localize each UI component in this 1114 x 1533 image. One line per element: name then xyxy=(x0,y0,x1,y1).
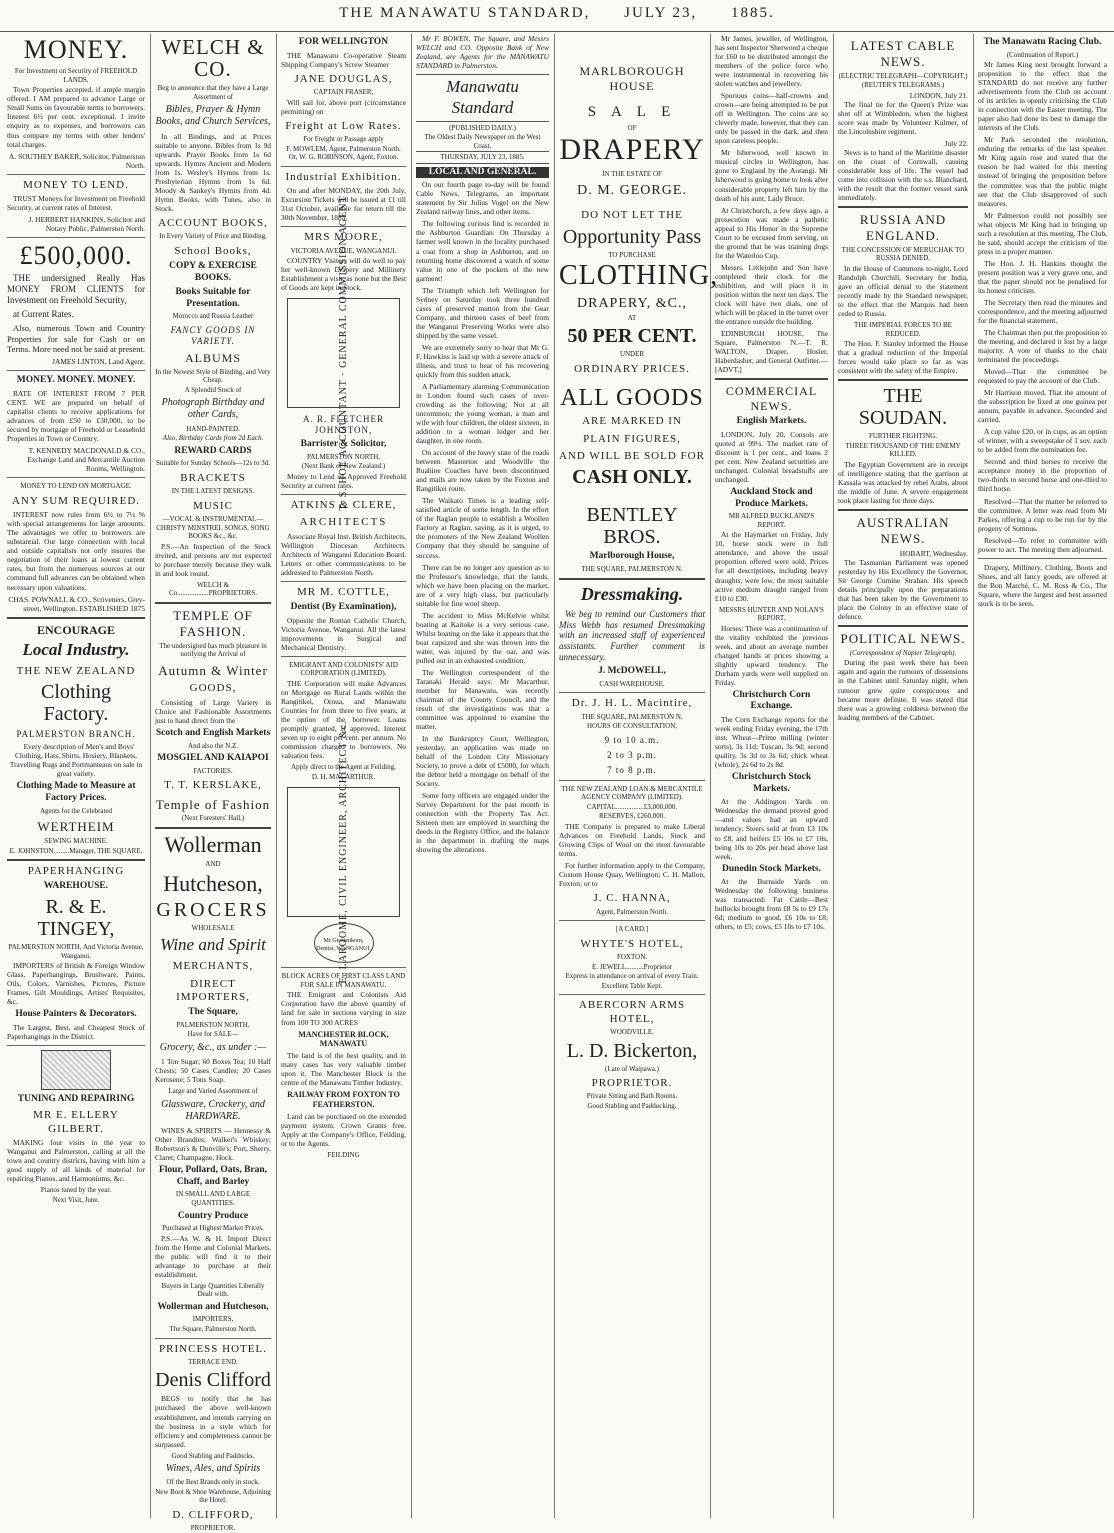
stabling-text: Good Stabling and Paddocks. xyxy=(171,1451,255,1460)
blocks-heading: BLOCK ACRES OF FIRST CLASS LAND FOR SALE IN MANAWATU. xyxy=(281,972,406,989)
reserves-text: RESERVES, £260,000. xyxy=(599,812,665,821)
published-text: (PUBLISHED DAILY.) xyxy=(449,123,516,132)
auckland-text: At the Haymarket on Friday, July 10, horse stock were in full attendance, and above the usual proportion offered were sold. Prices for all descriptions, including heavy draughts, were low, the most suitable active medium draught ranged from £10 to £30. xyxy=(715,530,828,603)
fighting-text: FURTHER FIGHTING. xyxy=(868,432,938,441)
news-c6-p3: Mr Isherwood, well known in musical circles in Wellington, has gone to England by the Aorangi. Mr Isherwood is going home to look after considerable property left him by the death of his aunt, Lady Bruce. xyxy=(715,148,828,203)
grocery-heading: Grocery, &c., as under :— xyxy=(159,1042,267,1054)
current-rates: at Current Rates. xyxy=(13,309,74,320)
hoe-text: T. S. HOE ACCOUNTANT · GENERAL COMMISSION AGENT xyxy=(337,195,349,511)
emigrant-heading: EMIGRANT AND COLONISTS' AID CORPORATION (LIMITED). xyxy=(289,660,398,678)
kerslake-heading: T. T. KERSLAKE, xyxy=(164,779,262,792)
news-p2: The following curious find is recorded in the Ashburton Guardian: On Thursday a farmer well known in the locality purchased a coat from a shop in Ashburton, and on returning home discovered a watch of some value in one of the pockets of the new garment! xyxy=(416,219,549,283)
ordinary-heading: ORDINARY PRICES. xyxy=(574,362,690,375)
painters-heading: House Painters & Decorators. xyxy=(15,1009,137,1020)
racing-p11: Resolved—That the matter be referred to the committee. A letter was read from Mr Parkes, offering a cup to be run for by the progeny of Somnus. xyxy=(978,496,1107,533)
oldest-text: The Oldest Daily Newspaper on the West Coast. xyxy=(424,133,541,150)
billiard-text: New Boot & Shoe Warehouse, Adjoining the Hotel. xyxy=(155,1487,271,1505)
atkins-text: Associate Royal Inst. British Architects, Wellington Diocesan Architects. Architects of Wanganui Education Board. Letters or other communications to be addressed to Palmerston North. xyxy=(281,531,406,577)
branch-heading: PALMERSTON BRANCH. xyxy=(16,729,136,740)
loan-info: For further information apply to the Company, Custom House Quay, Wellington; C. H. Mallon, Foxton; or to xyxy=(559,861,705,889)
railway-text: Land can be purchased on the extended payment system. Crown Grants free. Apply at the Company's Office, Feilding, or to the Agents. xyxy=(281,1111,406,1148)
mortgage-heading: MONEY TO LEND ON MORTGAGE. xyxy=(20,482,132,491)
jewell-text: E. JEWELL..........Proprietor xyxy=(591,962,673,971)
ch-stock-text: At the Addington Yards on Wednesday the demand proved good—and values had an upward tendency. Steers sold at from £3 10s to £8, and heifers £5 10s to £7 10s, being 10s to 20s per head above last week. xyxy=(715,797,828,861)
freight-heading: Freight at Low Rates. xyxy=(285,119,402,132)
apply-text: Apply direct to the Agent at Feilding, xyxy=(291,763,396,772)
painters-text: The Largest, Best, and Cheapest Stock of Paperhangings in the District. xyxy=(7,1022,145,1041)
welch-proprietors: WELCH & Co..................PROPRIETORS. xyxy=(169,580,257,598)
dressmaking-heading: Dressmaking. xyxy=(580,583,684,604)
column-5 xyxy=(554,34,719,1518)
column-1 xyxy=(2,34,150,1518)
glassware-heading: Glassware, Crockery, and HARDWARE. xyxy=(161,1098,265,1123)
soudan-heading: THE SOUDAN. xyxy=(858,385,948,430)
welch-ps: P.S.—An Inspection of the Stock invited, and persons are not expected to purchase merely because they walk in and look round. xyxy=(155,541,271,578)
wh-ps: P.S.—As W. & H. Import Direct from the Home and Colonial Markets, the public will find it to their advantage to purchase at their establishment. xyxy=(155,1233,271,1279)
hunter-text: Horses: There was a continuation of the vitality exhibited the previous week, and about an average number changed hands at prices showing a slightly upward tendency. The Durham yards were well supplied on Friday. xyxy=(715,623,828,687)
morocco-text: Morocco and Russia Leather xyxy=(172,312,254,321)
news-c6-p2: Spurious coins—half-crowns and crown—are being attempted to be put off in Wellington. The coins are so cleverly made, however, that they can only be passed in the dark, and then upon careless people. xyxy=(715,91,828,146)
marked-heading: ARE MARKED IN xyxy=(582,415,682,428)
racing-p4: The Hon. J. H. Hankins thought the present position was a very grave one, and that the paper should not be penalised for its honest criticism. xyxy=(978,258,1107,295)
whyte-heading: WHYTE'S HOTEL, xyxy=(580,937,684,950)
imperial-heading: THE IMPERIAL FORCES TO BE REDUCED. xyxy=(854,321,952,338)
marlborough-heading: MARLBOROUGH HOUSE xyxy=(579,64,685,93)
fletcher-heading: A. R. FLETCHER JOHNSTON, xyxy=(302,414,384,436)
exhibition-text: On and after MONDAY, the 20th July, Excursion Tickets will be issued at £1 till 31st October, available for return till the 30th November, 1885. xyxy=(281,186,406,223)
any-sum-heading: ANY SUM REQUIRED. xyxy=(11,494,141,507)
money-sub: For Investment on Security of FREEHOLD LANDS. xyxy=(14,67,138,84)
barrister-heading: Barrister & Solicitor, xyxy=(300,439,387,450)
linton-signature: JAMES LINTON, Land Agent. xyxy=(52,357,145,367)
brackets-heading: BRACKETS xyxy=(180,471,246,484)
cash-warehouse-text: CASH WAREHOUSE. xyxy=(599,679,665,688)
cottle-text: Opposite the Roman Catholic Church, Victoria Avenue, Wanganui. All the latest improvements in Surgical and Mechanical Dentistry. xyxy=(281,615,406,652)
exhibition-heading: Industrial Exhibition. xyxy=(285,170,402,183)
killed-text: THREE THOUSAND OF THE ENEMY KILLED. xyxy=(845,441,961,459)
dont-heading: DO NOT LET THE xyxy=(581,209,683,222)
drapery-heading: DRAPERY xyxy=(559,133,705,167)
bibles-heading: Bibles, Prayer & Hymn Books, and Church Services, xyxy=(155,104,271,128)
warehouse-heading: WAREHOUSE. xyxy=(43,881,109,892)
brands-text: Of the Best Brands only in stock. xyxy=(166,1478,260,1487)
racing-p13: Drapery, Millinery, Clothing, Boots and Shoes, and all fancy goods, are offered at the Bon Marché, C. M. Ross & Co., The Square, where the largest and best assorted stock is to be seen. xyxy=(978,562,1107,608)
copy-heading: COPY & EXERCISE BOOKS. xyxy=(169,261,257,283)
news-p7: The Waikato Times is a leading self-satisfied article of some length. In the effort of the Raglan people to establish a Woollen Factory at Raglan, saying, as it is urged, to the promoters of the New Zealand Woollen Company that they should be sanguine of success. xyxy=(416,496,549,560)
proprietor-text: PROPRIETOR. xyxy=(190,1524,236,1533)
and-text: AND xyxy=(205,860,221,869)
hobart-date: HOBART, Wednesday. xyxy=(899,548,968,558)
for-wellington-heading: FOR WELLINGTON xyxy=(298,37,389,47)
private-text: Private Sitting and Bath Rooms. xyxy=(586,1092,678,1101)
racing-p6: The Chairman then put the proposition to the meeting, and declared it lost by a large majority. A vote of thanks to the chair terminated the proceedings. xyxy=(978,327,1107,365)
tingey-sub: PALMERSTON NORTH, And Victoria Avenue, Wanganui. xyxy=(8,943,144,960)
bowen-notice: Mr F. BOWEN, The Square, and Messrs WELCH and CO. Opposite Bank of New Zealand, are Agents for the MANAWATU STANDARD in Palmerston. xyxy=(416,34,549,71)
waipawa-text: (Late of Waipawa.) xyxy=(605,1064,659,1073)
visitors-text: COUNTRY Visitors will do well to pay her well-known Drapery and Millinery Establishment a visit, as none but the Best of Goods are kept in Stock. xyxy=(281,256,406,293)
albums-text: In the Newest Style of Binding, and Very Cheap. xyxy=(155,367,271,385)
racing-p1: Mr James King next brought forward a proposition to the effect that the STANDARD do not receive any further advertisements from the Club on account of its articles in openly criticising the Club in connection with the Easter meeting. The paper also had done its best to damage the interests of the Club. xyxy=(978,60,1107,133)
music-heading: MUSIC xyxy=(193,499,233,512)
atkins-heading: ATKINS & CLERE, xyxy=(290,498,397,511)
local-general-heading: LOCAL AND GENERAL. xyxy=(416,167,549,179)
column-7 xyxy=(833,34,973,1518)
express-text: Express in attendance on arrival of every Train. xyxy=(565,972,699,981)
encourage-heading: ENCOURAGE xyxy=(36,622,115,637)
racing-p3: Mr Palmerson could not possibly see what objects Mr King had in bringing up such a resolution at this meeting. The Club, he said, should accept the criticism of the press in a proper manner. xyxy=(978,210,1107,256)
grocers-heading: GROCERS xyxy=(156,898,270,921)
fancy-heading: FANCY GOODS IN VARIETY. xyxy=(170,325,256,346)
political-heading: POLITICAL NEWS. xyxy=(840,631,966,647)
wollerman-heading: Wollerman xyxy=(164,831,262,857)
mcdowell-heading: J. McDOWELL, xyxy=(598,666,666,677)
factories-text: FACTORIES. xyxy=(193,766,233,775)
dentist-stamp: Mr Gerstenkorn, Dentist, WANGANUI. xyxy=(314,923,374,963)
cable-heading: LATEST CABLE NEWS. xyxy=(850,38,956,69)
news-p10: The Wellington correspondent of the Taranaki Herald says: Mr Macarthur, member for Manawatu, was recently chairman of the County Council, and the result of the investigations was that a committee was appointed to examine the matter. xyxy=(416,667,549,732)
hours-2: 2 to 3 p.m. xyxy=(607,749,657,760)
imperial-text: The Hon. F. Stanley informed the House that a gradual reduction of the Imperial forces would take place so far as was consistent with the safety of the Empire. xyxy=(838,339,968,376)
square-heading: The Square, xyxy=(188,1007,238,1018)
estate-text: IN THE ESTATE OF xyxy=(602,169,662,178)
captain-text: CAPTAIN FRASER, xyxy=(313,88,374,97)
merchants-heading: MERCHANTS, xyxy=(172,960,254,973)
hanna-heading: J. C. HANNA, xyxy=(593,892,671,905)
mosgiel-heading: MOSGIEL AND KAIAPOI xyxy=(157,753,269,764)
fifty-heading: 50 PER CENT. xyxy=(567,325,697,348)
purchase-text: TO PURCHASE xyxy=(608,250,656,259)
albums-heading: ALBUMS xyxy=(184,350,241,365)
importers-text: IMPORTERS, xyxy=(192,1315,234,1324)
buyers-text: Buyers in Large Quantities Liberally Dealt with. xyxy=(161,1281,265,1299)
column-2 xyxy=(150,34,276,1533)
clifford-heading: D. CLIFFORD, xyxy=(172,1508,254,1521)
masthead-title: THE MANAWATU STANDARD, xyxy=(339,5,591,21)
loan-heading: THE NEW ZEALAND LOAN & MERCANTILE AGENCY COMPANY (LIMITED). xyxy=(561,784,703,802)
lend-text: TRUST Moneys for Investment on Freehold Security, at current rates of Interest. xyxy=(7,194,145,213)
wines2-heading: Wines, Ales, and Spirits xyxy=(165,1463,261,1475)
hanna-sub: Agent, Palmerston North. xyxy=(596,907,668,916)
tingey-text: IMPORTERS of British & Foreign Window Glass, Paperhangings, Brushware, Paints, Oils, Colors, Varnishes, Pictures, Picture Frames, Gilt Mouldings, Artists' Requisites, &c. xyxy=(7,961,145,1007)
bank-text: (Next Bank of New Zealand.) xyxy=(301,462,386,471)
paperhanging-heading: PAPERHANGING xyxy=(27,865,125,878)
goods-text: Consisting of Large Variety in Choice and Fashionable Assortments just to hand direct from the xyxy=(155,697,271,725)
hours-text: HOURS OF CONSULTATION, xyxy=(587,722,677,731)
money-lend-text: Money to Lend on Approved Freehold Security at current rates. xyxy=(281,471,406,490)
news-p3: The Triumph which left Wellington for Sydney on Saturday took three hundred cases of preserved mutton from the Gear Company, and thirteen cases of beef from the Wanganui Preserving Works were also shipped by the same vessel. xyxy=(416,285,549,340)
electric-text: (ELECTRIC TELEGRAPH—COPYRIGHT.) xyxy=(838,71,968,80)
sewing-heading: SEWING MACHINE. xyxy=(44,837,108,845)
news-p4: We are extremely sorry to hear that Mr G. F. Hawkins is laid up with a severe attack of illness, and trust to hear of his recovering quickly from this sudden attack. xyxy=(416,342,549,379)
foresters-text: (Next Foresters' Hall.) xyxy=(181,814,245,823)
welch-text: In all Bindings, and at Prices suitable to anyone. Bibles from 1s 9d upwards. Prayer Books from 1s 6d upwards. Hymns Ancient and Modern from 1s. Wesley's Hymns from 1s. Presbyterian Hymns from 1s 6d. Moody & Sankey's Hymns from 4d. Hymn Books, with Tunes, also in Stock. xyxy=(155,131,271,213)
news-p9: The accident to Miss McKelvie whilst boating at Kaitoke is a very serious case. Whilst boating on the lake it appears that the boat capsized and she was thrown into the water, was injured by the oar, and was pulled out in an exhausted condition. xyxy=(416,610,549,665)
wine-heading: Wine and Spirit xyxy=(160,935,266,955)
properties-text: Also, numerous Town and Country Properties for sale for Cash or on Terms. More need not be said at present. xyxy=(7,323,145,355)
ship-text: THE Manawatu Co-operative Steam Shipping Company's Screw Steamer xyxy=(281,50,406,69)
opportunity-heading: Opportunity Pass xyxy=(562,225,702,248)
political-text: During the past week there has been again and again the rumours of dissensions in the Cabinet until Saturday night, when rumour grew quite conspicuous and became more definite. It was stated that there was a growing coldness between the leading members of the Cabinet. xyxy=(838,658,968,722)
news-p11: In the Bankruptcy Court, Wellington, yesterday, an application was made on behalf of the London City Missionary Society, to prove a debt of £5000, for which the debtor held a mortgage on behalf of the Society. xyxy=(416,734,549,789)
reward-heading: REWARD CARDS xyxy=(174,445,252,456)
money-text: Town Properties accepted, if ample margin offered. I AM prepared to advance Large or Small Sums on favourable terms to borrowers. Interest 6½ per cent. exceptional. I invite enquiry as to expenses, and borrowers can thus compare my terms with other lenders' total charges. xyxy=(7,85,145,149)
gilbert-text: MAKING four visits in the year to Wanganui and Palmerston, calling at all the town and country districts, having with him a good supply of all kinds of material for repairing Pianos, and Harmoniums, &c. xyxy=(7,1138,145,1184)
merv-heading: THE CONCESSION OF MERUCHAK TO RUSSIA DENIED. xyxy=(841,245,965,263)
australian-heading: AUSTRALIAN NEWS. xyxy=(856,515,950,546)
good-text: Good Stabling and Paddocking. xyxy=(587,1102,677,1111)
cable2-text: News is to hand of the Maritime disaster on the coast of Cornwall, causing considerable loss of life. The vessel had come into collision with the s.s. Blanchard, with the result that the former vessel sank immediately. xyxy=(838,147,968,203)
dressmaking-text: We beg to remind our Customers that Miss Webb has resumed Dressmaking with an increased staff of experienced assistants. Further comment is unnecessary. xyxy=(559,608,705,663)
pownall-signature: CHAS. POWNALL & CO., Scriveners, Grey-street, Wellington. ESTABLISHED 1875 xyxy=(8,594,145,613)
wertheim-heading: WERTHEIM xyxy=(37,819,115,835)
racing-p9: A cup value £20, or in cups, as an option of winner, with a sweepstake of 1 sov. each to be added from the nomination fee. xyxy=(978,427,1107,455)
card-text: [A CARD.] xyxy=(615,925,649,934)
victoria-text: VICTORIA AVENUE, WANGANUI. xyxy=(290,246,397,255)
cash-heading: CASH ONLY. xyxy=(572,466,692,489)
table-text: Excellent Table Kept. xyxy=(601,981,663,990)
wh-address: The Square, Palmerston North. xyxy=(169,1324,257,1333)
hours-3: 7 to 8 p.m. xyxy=(607,764,657,775)
hunter-heading: MESSRS HUNTER AND NOLAN'S REPORT. xyxy=(719,605,824,623)
mmm-heading: MONEY. MONEY. MONEY. xyxy=(16,375,136,386)
cottle-heading: MR M. COTTLE, xyxy=(296,585,391,598)
racing-p8: Mr Harrison moved, That the amount of the subscription be fixed at one guinea per annum, payable in advance. Seconded and carried. xyxy=(978,388,1107,425)
tuning-heading: TUNING AND REPAIRING xyxy=(17,1093,135,1104)
dunedin-text: At the Burnside Yards on Wednesday the following business was transacted: Fat Cattle—Best bullocks brought from £8 5s to £9 17s 6d; medium to good, £6 10s to £8; others, to £5; cows, £5 10s to £7 10s. xyxy=(715,877,828,932)
continuation-text: (Continuation of Report.) xyxy=(1006,50,1079,59)
masthead-year: 1885. xyxy=(731,5,775,21)
photo-heading: Photograph Birthday and other Cards, xyxy=(161,397,265,421)
sale-text: Have for SALE— xyxy=(187,1030,239,1039)
standard-logo: Manawatu Standard xyxy=(416,74,549,121)
sale-heading: S A L E xyxy=(587,104,677,121)
drapery2-heading: DRAPERY, &C., xyxy=(577,295,687,311)
branch-text: Every description of Men's and Boys' Clothing, Hats, Shirts, Hosiery, Blankets, Travelling Rugs and Portmanteaus on sale in great variety. xyxy=(9,742,143,779)
mmm-signature: T. KENNEDY MACDONALD & CO., Exchange Land and Mercantile Auction Rooms, Wellington. xyxy=(27,446,145,474)
dunedin-heading: Dunedin Stock Markets. xyxy=(722,863,821,874)
news-p8: There can be no longer any question as to the Professor's knowledge, that the lands, which we have been placing on the market, are of a very high class, but particularly suitable for fine wool sheep. xyxy=(416,562,549,608)
abercorn-heading: ABERCORN ARMS HOTEL, xyxy=(578,999,686,1025)
laroome-text: E. LAROOME, CIVIL ENGINEER, ARCHITECT &c. xyxy=(337,720,349,984)
news-p6: On account of the heavy state of the roads between Masterton and Woodville the Ruahine Coaches have been discontinued and mails are now taken by the Foxton and Rangitikei route. xyxy=(416,448,549,494)
flour-heading: Flour, Pollard, Oats, Bran, Chaff, and Barley xyxy=(158,1165,268,1187)
jane-heading: JANE DOUGLAS, xyxy=(294,72,393,85)
news-c6-p5: Messrs. Littlejohn and Son have completed their clock for the exhibition, and will place it in position within the next ten days. The clock will have two dials, one of which will be placed in the turret over the entrance outside the building. xyxy=(715,262,828,326)
welch-heading: WELCH & CO. xyxy=(161,35,265,82)
racing-p5: The Secretary then read the minutes and correspondence, and the meeting adjourned for the financial statement. xyxy=(978,297,1107,325)
doctor-address: THE SQUARE, PALMERSTON N. xyxy=(581,712,683,721)
square-text: THE SQUARE, PALMERSTON N. xyxy=(581,565,683,574)
freight-text: For Freight or Passage apply xyxy=(303,135,384,144)
masthead xyxy=(0,4,1114,32)
russia-heading: RUSSIA AND ENGLAND. xyxy=(859,212,947,244)
column-6 xyxy=(710,34,833,1518)
reward-text: Suitable for Sunday Schools—12s to 3d. xyxy=(156,459,270,468)
presentation-heading: Books Suitable for Presentation. xyxy=(175,287,251,309)
splendid-text: A Splendid Stock of xyxy=(184,385,242,394)
reuters-text: (REUTER'S TELEGRAMS.) xyxy=(861,81,945,90)
clothing-heading: CLOTHING, xyxy=(559,260,719,292)
bickerton-heading: L. D. Bickerton, xyxy=(566,1039,698,1062)
next-visit-text: Next Visit, June. xyxy=(52,1195,100,1204)
wines-text: WINES & SPIRITS — Hennessy & Other Brandies; Walker's Whiskey; Robertson's & Dunville's; Port, Sherry, Claret; Champagne, Hock. xyxy=(155,1126,271,1163)
agents-text: Agents for the Celebrated xyxy=(39,806,113,815)
mowlem-text: F. MOWLEM, Agent, Palmerston North. Or, W. G. ROBINSON, Agent, Foxton. xyxy=(286,144,401,162)
agent-text: D. H. MACARTHUR. xyxy=(311,772,376,781)
gilbert-heading: MR E. ELLERY GILBERT. xyxy=(33,1109,119,1135)
all-goods-heading: ALL GOODS xyxy=(560,385,704,412)
under-text: UNDER xyxy=(619,350,645,359)
local-industry-heading: Local Industry. xyxy=(22,640,130,660)
christchurch-heading: Christchurch Corn Exchange. xyxy=(732,689,811,712)
sold-heading: AND WILL BE SOLD FOR xyxy=(559,450,705,463)
loan-text: THE Company is prepared to make Liberal Advances on Freehold Lands, Stock and Growing Clips of Wool on the most favourable terms. xyxy=(559,821,705,859)
denis-heading: Denis Clifford xyxy=(155,1369,271,1392)
denis-text: BEGS to notify that he has purchased the above well-known establishment, and intends carrying on the business in a style which for efficiency and completeness cannot be surpassed. xyxy=(155,1394,271,1449)
piano-illustration xyxy=(41,1050,111,1090)
produce-sub: Purchased at Highest Market Prices. xyxy=(162,1224,264,1233)
masthead-date: JULY 23, xyxy=(624,5,698,21)
column-8 xyxy=(973,34,1112,1518)
capital-text: CAPITAL................£3,000,000. xyxy=(586,802,678,811)
brackets-text: IN THE LATEST DESIGNS. xyxy=(171,487,255,496)
of-text: OF xyxy=(627,123,637,132)
tingey-heading: R. & E. TINGEY, xyxy=(37,896,115,941)
column-4 xyxy=(411,34,554,1518)
hand-painted-text: HAND-PAINTED. xyxy=(186,424,240,433)
buckland-heading: MR ALFRED BUCKLAND'S REPORT. xyxy=(728,512,815,529)
bentley-heading: BENTLEY BROS. xyxy=(586,504,678,549)
nz-heading: THE NEW ZEALAND xyxy=(16,664,136,677)
clients-text: THE undersigned Really Has MONEY FROM CLIENTS for Investment on Freehold Security, xyxy=(7,273,145,306)
racing-heading: The Manawatu Racing Club. xyxy=(983,37,1102,47)
music-text: —VOCAL & INSTRUMENTAL— CHRISTY MINSTREL SONGS, SONG BOOKS &c., &c. xyxy=(156,515,270,541)
temple2-heading: Temple of Fashion xyxy=(155,796,271,812)
account-text: In Every Variety of Price and Binding. xyxy=(159,232,267,241)
at-text: AT xyxy=(627,313,637,322)
dentist-heading: Dentist (By Examination), xyxy=(290,602,397,613)
english-text: LONDON, July 20. Consols are quoted at 99¼. The market rate of discount is 1 per cent., and loans 2 per cent. New Zealand securities are unchanged. Colonial breadstuffs are unchanged. xyxy=(715,429,828,485)
terrace-text: TERRACE END. xyxy=(188,1357,238,1366)
wholesale-text: WHOLESALE xyxy=(191,923,235,932)
birthday-text: Also, Birthday Cards from 2d Each. xyxy=(162,434,264,443)
clothing-made-heading: Clothing Made to Measure at Factory Prices. xyxy=(16,781,136,804)
london-date: LONDON, July 21. xyxy=(909,90,968,100)
news-c6-p4: At Christchurch, a few days ago, a prosecution was made a pathetic appeal to His Honor in the Supreme Court to be excused from serving, on the ground that he was training dogs for the Waterloo Cup. xyxy=(715,205,828,260)
foxton-text: FOXTON. xyxy=(616,953,647,962)
racing-p10: Second and third horses to receive the acceptance money in the proportion of two-thirds to second horse and one-third to third horse. xyxy=(978,457,1107,494)
news-p1: On our fourth page to-day will be found Cable News, Telegrams, an important statement by Sir Julius Vogel on the New Zealand railway lines, and other items. xyxy=(416,180,549,217)
manchester-heading: MANCHESTER BLOCK, MANAWATU xyxy=(298,1029,389,1049)
george-heading: D. M. GEORGE. xyxy=(577,183,687,199)
july22-date: July 22. xyxy=(944,138,968,148)
cable-text: The final tie for the Queen's Prize was shot off at Wimbledon, when the highest score was made by Volunteer Kulmer, of the Lincolnshire regiment. xyxy=(838,99,968,136)
railway-heading: RAILWAY FROM FOXTON TO FEATHERSTON. xyxy=(287,1090,400,1109)
princess-heading: PRINCESS HOTEL. xyxy=(159,1342,267,1355)
lend-signature: J. HERBERT HANKINS, Solicitor and Notary Public, Palmerston North. xyxy=(28,215,145,234)
emigrant-text: THE Corporation will make Advances on Mortgage on Rural Lands within the Rangitikei, Oroua, and Manawatu Counties for from three to five years, at the option of the borrower. Loans promptly granted, if approved. Interest seven up to eight per cent. per annum. No commission charged to borrowers. No valuation fees. xyxy=(281,679,406,761)
wh-heading: Wollerman and Hutcheson, xyxy=(157,1301,269,1312)
soudan-text: The Egyptian Government are in receipt of intelligence stating that the garrison at Kassala was attacked by rebel Arabs, about the middle of June. A severe engagement took place lasting for three days. xyxy=(838,459,968,506)
marlborough2-heading: Marlborough House, xyxy=(589,551,675,562)
blocks-text: THE Emigrant and Colonists Aid Corporation have the above quantity of land for sale in sections varying in size from 100 TO 300 ACRES xyxy=(281,990,406,1027)
big-500000: £500,000. xyxy=(19,241,133,271)
racing-p12: Resolved—To refer to committee with power to act. The meeting then adjourned. xyxy=(978,535,1107,554)
english-heading: English Markets. xyxy=(736,416,807,427)
news-p12: Some forty officers are engaged under the Survey Department for the past month in connection with the Property Tax Act. Sixteen men are employed in searching the deeds in the Registry Office, and the balance in the department in drafting the maps showing the alterations. xyxy=(416,791,549,855)
news-p5: A Parliamentary alarming Communication in London found such cases of over-crowding as the following: Not at all uncommon; the young woman, a man and wife with four children, the oldest sixteen, in addition to a woman lodger and her daughter, in one room. xyxy=(416,381,549,446)
moore-heading: MRS MOORE, xyxy=(304,231,383,244)
autumn-heading: Autumn & Winter xyxy=(158,662,268,678)
account-heading: ACCOUNT BOOKS, xyxy=(158,216,268,229)
sail-text: Will sail for, above port (circumstance permitting) on xyxy=(281,97,406,116)
tuned-text: Pianos tuned by the year. xyxy=(40,1186,112,1195)
lend-heading: MONEY TO LEND. xyxy=(23,178,129,191)
school-heading: School Books, xyxy=(174,244,252,257)
pn-text: PALMERSTON NORTH, xyxy=(306,452,381,461)
news-c6-p1: Mr James, jeweller, of Wellington, has sent Inspector Sherwood a cheque for £60 to be distributed amongst the members of the police force who were instrumental in recovering his stolen watches and jewellery. xyxy=(715,34,828,89)
hutcheson-heading: Hutcheson, xyxy=(163,870,263,896)
hours-1: 9 to 10 a.m. xyxy=(604,734,660,745)
auckland-heading: Auckland Stock and Produce Markets. xyxy=(730,487,813,509)
column-3 xyxy=(276,34,411,1518)
architects-heading: ARCHITECTS xyxy=(299,516,388,529)
produce-heading: Country Produce xyxy=(177,1210,249,1221)
mmm-text: RATE OF INTEREST FROM 7 PER CENT. WE are prepared on behalf of capitalist clients to receive applications for advances of from £50 to £30,000, to be secured by mortgage of Freehold or Leasehold Properties in Town or Country. xyxy=(7,389,145,444)
russia-text: In the House of Commons to-night, Lord Randolph Churchill, Secretary for India, gave an official denial to the statement recently made by the Standard newspaper, to the effect that the Marquis had been ceded to Russia. xyxy=(838,263,968,319)
welch-intro: Beg to announce that they have a Large Assortment of xyxy=(157,84,269,101)
woodville-text: WOODVILLE. xyxy=(610,1028,654,1037)
temple-text: The undersigned has much pleasure in notifying the Arrival of xyxy=(159,641,267,659)
goods-heading: GOODS, xyxy=(189,682,237,695)
racing-p2: Mr Park seconded the resolution, enduring the remarks of the last speaker. Mr King again rose and stated that the reason he had waited for this meeting instead of bringing the proposition before the committee was that the public might see that the Club disapproved of such measures. xyxy=(978,135,1107,208)
any-sum-text: INTEREST now rules from 6½ to 7½ % with special arrangements for large amounts. The advantages we offer to borrowers are substantial. Our large connection with local and outside capitalists not only insures the negotiation of their loans at lowest current rates, but from the numerous sources at our command full advances can be obtained when necessary upon valuations. xyxy=(7,510,145,592)
scotch-heading: Scotch and English Markets xyxy=(155,727,271,738)
issue-date: THURSDAY, JULY 23, 1885. xyxy=(416,151,549,164)
nz-also-text: And also the N.Z. xyxy=(188,741,238,750)
manchester-text: The land is of the best quality, and in many cases has very valuable timber upon it. The Manchester Block is the centre of the Manawatu Timber Industry. xyxy=(281,1051,406,1088)
pn-text: PALMERSTON NORTH. xyxy=(176,1020,250,1029)
clothing-factory-heading: Clothing Factory. xyxy=(40,681,111,726)
christchurch-text: The Corn Exchange reports for the week ending Friday evening, the 17th inst. Wheat—Prime milling (winter sorts), 3s 11d; Tuscan, 3s 9d; second quality, 3s 3d to 3s 6d; chick wheat (whole), 2s 6d to 2s 8d. xyxy=(715,715,828,770)
direct-heading: DIRECT IMPORTERS, xyxy=(176,977,250,1003)
glass-text: Large and Varied Assortment of xyxy=(168,1087,258,1096)
racing-p7: Moved—That the committee be requested to pay the account of the Club. xyxy=(978,367,1107,386)
flour-sub: IN SMALL AND LARGE QUANTITIES. xyxy=(175,1190,251,1208)
money-signature: A. SOUTHEY BAKER, Solicitor, Palmerston North. xyxy=(9,151,145,170)
money-heading: MONEY. xyxy=(23,35,129,64)
ch-stock-heading: Christchurch Stock Markets. xyxy=(731,772,812,794)
napier-text: (Correspondent of Napier Telegraph). xyxy=(849,648,957,657)
news-c6-p6: EDINBURGH HOUSE, The Square, Palmerston N.—T. R. WALTON, Draper, Hosier, Haberdasher, and General Outfitter.—[ADVT.] xyxy=(715,328,828,375)
johnston-text: E. JOHNSTON.........Manager, THE SQUARE. xyxy=(9,846,143,855)
temple-heading: TEMPLE OF FASHION. xyxy=(173,607,253,639)
doctor-heading: Dr. J. H. L. Macintire, xyxy=(571,697,693,710)
commercial-heading: COMMERCIAL NEWS. xyxy=(725,384,818,413)
australian-text: The Tasmanian Parliament was opened yesterday by His Excellency the Governor, Sir George Cumine Strahan. His speech details principally upon the preparations that has been taken by the Government to place the Colony in an effective state of defence. xyxy=(838,557,968,621)
prop-heading: PROPRIETOR. xyxy=(591,1077,673,1090)
grocery-list: 1 Ton Sugar; 60 Boxes Tea; 10 Half Chests; 50 Cases Candles; 20 Cases Kerosene; 5 Tons Soap. xyxy=(155,1057,271,1085)
feilding-text: FEILDING xyxy=(327,1150,360,1159)
plain-heading: PLAIN FIGURES, xyxy=(583,432,681,445)
